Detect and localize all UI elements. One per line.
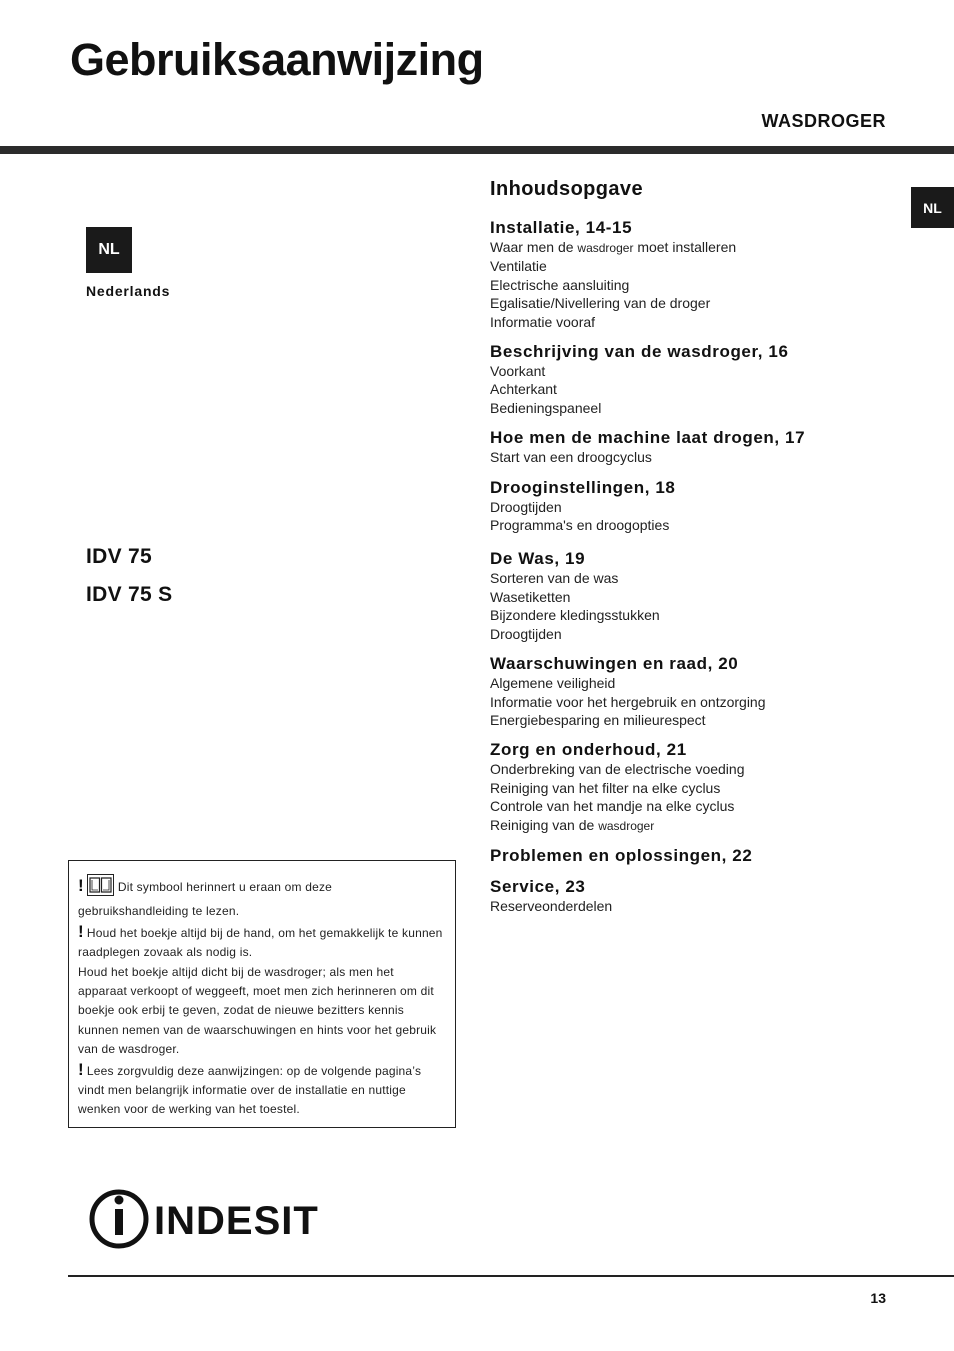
page-title: Gebruiksaanwijzing [70, 34, 484, 85]
toc-section-title: Drooginstellingen, 18 [490, 477, 676, 497]
toc-item: Energiebesparing en milieurespect [490, 711, 706, 728]
toc-section-title: Problemen en oplossingen, 22 [490, 845, 753, 865]
toc-section [490, 427, 910, 466]
notice-paragraph: ! Lees zorgvuldig deze aanwijzingen: op de volgende pagina’s vindt men belangrijk informatie over de installatie en nuttige wenken voor de werking van het toestel. [78, 1059, 422, 1117]
notice-paragraph: Houd het boekje altijd dicht bij de wasdroger; als men het apparaat verkoopt of weggeeft, moet men zich herinneren om dit boekje ook erbij te geven, zodat de nieuwe bezitters kennis kunnen nemen van de waarschuwingen en hints voor het gebruik van de wasdroger. [78, 964, 437, 1057]
model-name: IDV 75 S [86, 583, 173, 606]
indesit-logo-icon [88, 1188, 320, 1255]
toc-item: Reserveonderdelen [490, 897, 613, 914]
toc-section-title: Waarschuwingen en raad, 20 [490, 654, 739, 674]
toc-section [490, 217, 910, 331]
toc-item: Ventilatie [490, 258, 547, 275]
toc-item: Achterkant [490, 381, 557, 398]
product-type: WASDROGER [761, 111, 886, 131]
toc-item: Informatie voor het hergebruik en ontzorging [490, 693, 766, 710]
toc-item: Electrische aansluiting [490, 276, 630, 293]
toc-item: Waar men de wasdroger moet installeren [490, 239, 737, 255]
toc-section-title: Service, 23 [490, 876, 586, 896]
toc-item: Egalisatie/Nivellering van de droger [490, 295, 711, 312]
toc-item: Informatie vooraf [490, 313, 596, 330]
notice-paragraph: ! Houd het boekje altijd bij de hand, om het gemakkelijk te kunnen raadplegen zovaak als nodig is. [78, 921, 443, 960]
toc-item: Algemene veiligheid [490, 675, 616, 692]
svg-text:INDESIT: INDESIT [154, 1199, 319, 1243]
toc-section-title: De Was, 19 [490, 549, 586, 569]
toc-section [490, 845, 910, 866]
toc-item: Reiniging van de wasdroger [490, 816, 655, 833]
toc-section [490, 341, 910, 417]
toc-item: Sorteren van de was [490, 570, 619, 587]
toc-heading: Inhoudsopgave [490, 178, 643, 200]
toc-item: Voorkant [490, 363, 546, 380]
side-language-tab: NL [911, 187, 954, 228]
footer-rule [68, 1275, 954, 1277]
toc-section [490, 548, 910, 643]
toc-item: Bedieningspaneel [490, 399, 602, 416]
toc-section-title: Zorg en onderhoud, 21 [490, 740, 687, 760]
toc-section [490, 876, 910, 915]
notice-paragraph: ! Dit symbool herinnert u eraan om deze gebruikshandleiding te lezen. [78, 876, 333, 919]
exclamation-icon: ! [78, 876, 84, 895]
toc-item: Wasetiketten [490, 588, 571, 605]
toc-item: Controle van het mandje na elke cyclus [490, 798, 735, 815]
toc-section-title: Hoe men de machine laat drogen, 17 [490, 428, 806, 448]
exclamation-icon: ! [78, 921, 84, 941]
toc-section [490, 653, 910, 729]
page-number: 13 [870, 1290, 886, 1306]
toc-item: Onderbreking van de electrische voeding [490, 761, 745, 778]
toc-item: Droogtijden [490, 498, 562, 515]
table-of-contents [490, 178, 910, 925]
toc-item: Bijzondere kledingsstukken [490, 607, 660, 624]
toc-item: Programma's en droogopties [490, 517, 670, 534]
toc-item: Droogtijden [490, 625, 562, 642]
book-icon [87, 874, 114, 902]
toc-section-title: Beschrijving van de wasdroger, 16 [490, 342, 789, 362]
exclamation-icon: ! [78, 1059, 84, 1079]
toc-item: Start van een droogcyclus [490, 449, 652, 466]
toc-section [490, 739, 910, 835]
toc-section-title: Installatie, 14-15 [490, 218, 633, 237]
toc-section [490, 477, 910, 535]
header-rule [0, 146, 954, 154]
toc-item: Reiniging van het filter na elke cyclus [490, 779, 721, 796]
model-name: IDV 75 [86, 545, 152, 568]
notice-box [68, 860, 456, 1128]
language-badge: NL [86, 227, 132, 273]
language-name: Nederlands [86, 283, 171, 299]
